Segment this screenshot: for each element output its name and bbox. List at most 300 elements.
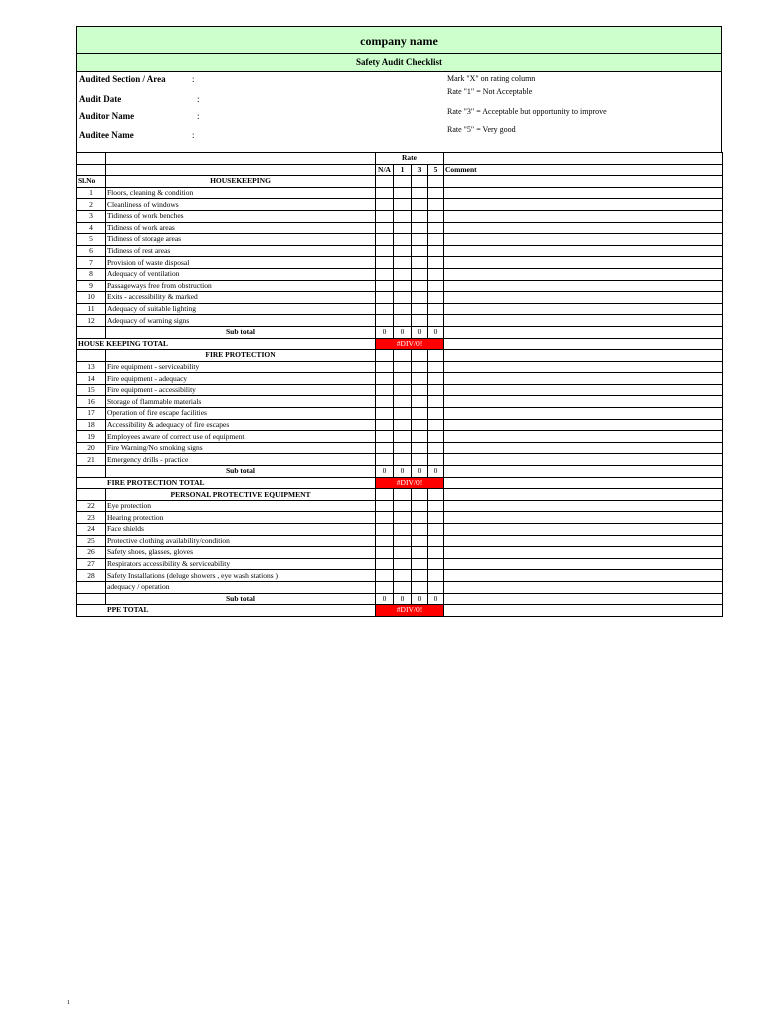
rating-cell[interactable] [428,210,444,222]
item-description: Operation of fire escape facilities [106,408,376,420]
item-description: Storage of flammable materials [106,396,376,408]
section-title: FIRE PROTECTION [106,350,376,362]
rating-cell[interactable] [394,384,412,396]
subtotal-value: 0 [412,326,428,338]
table-row [77,187,723,199]
rating-cell[interactable] [412,535,428,547]
table-row [77,535,723,547]
rating-cell[interactable] [412,512,428,524]
item-description: Hearing protection [106,512,376,524]
rating-cell[interactable] [428,373,444,385]
item-number: 26 [77,547,106,559]
rating-cell[interactable] [412,222,428,234]
table-row [77,292,723,304]
comment-cell[interactable] [444,581,723,593]
table-row [77,199,723,211]
section-total-value: #DIV/0! [376,338,444,350]
item-number: 28 [77,570,106,582]
rating-cell[interactable] [428,431,444,443]
comment-cell[interactable] [444,593,723,605]
item-description: Protective clothing availability/condition [106,535,376,547]
rating-cell[interactable] [428,222,444,234]
rating-cell[interactable] [412,187,428,199]
item-number: 7 [77,257,106,269]
comment-cell[interactable] [444,176,723,188]
rating-cell[interactable] [394,210,412,222]
comment-cell[interactable] [444,234,723,246]
table-row [77,280,723,292]
rating-cell[interactable] [412,454,428,466]
comment-cell[interactable] [444,442,723,454]
rating-cell[interactable] [428,268,444,280]
comment-cell[interactable] [444,384,723,396]
rating-cell[interactable] [394,408,412,420]
audit-info-block [76,72,722,152]
rating-cell[interactable] [428,489,444,501]
rating-cell[interactable] [412,547,428,559]
rating-cell[interactable] [376,245,394,257]
table-row [77,315,723,327]
rating-cell[interactable] [412,257,428,269]
rating-cell[interactable] [412,303,428,315]
rating-cell[interactable] [394,547,412,559]
rating-cell[interactable] [428,176,444,188]
rating-cell[interactable] [412,350,428,362]
rating-cell[interactable] [412,234,428,246]
section-header-row [77,489,723,501]
item-description: Adequacy of warning signs [106,315,376,327]
comment-cell[interactable] [444,512,723,524]
comment-cell[interactable] [444,431,723,443]
rating-cell[interactable] [428,442,444,454]
rating-cell[interactable] [376,187,394,199]
rating-cell[interactable] [412,442,428,454]
table-row [77,210,723,222]
field-audit-date: Audit Date [79,94,122,104]
rating-cell[interactable] [376,257,394,269]
rating-cell[interactable] [428,524,444,536]
item-description: Tidiness of work benches [106,210,376,222]
rating-cell[interactable] [376,234,394,246]
rating-cell[interactable] [394,350,412,362]
rating-cell[interactable] [376,408,394,420]
rating-cell[interactable] [376,558,394,570]
table-row [77,431,723,443]
rating-cell[interactable] [412,489,428,501]
rating-cell[interactable] [376,535,394,547]
legend-rate-5: Rate "5" = Very good [447,125,516,134]
table-row [77,303,723,315]
comment-cell[interactable] [444,292,723,304]
subtotal-value: 0 [394,593,412,605]
rating-cell[interactable] [412,373,428,385]
rating-cell[interactable] [376,222,394,234]
rating-cell[interactable] [376,547,394,559]
rating-cell[interactable] [428,303,444,315]
item-number: 14 [77,373,106,385]
item-number: 6 [77,245,106,257]
item-number: 12 [77,315,106,327]
rating-cell[interactable] [428,234,444,246]
table-row [77,257,723,269]
rating-cell[interactable] [394,489,412,501]
rate-label: Rate [376,153,444,165]
item-description: Fire equipment - adequacy [106,373,376,385]
table-row [77,558,723,570]
item-number: 19 [77,431,106,443]
rating-cell[interactable] [376,268,394,280]
item-description: Adequacy of suitable lighting [106,303,376,315]
comment-cell[interactable] [444,268,723,280]
rating-cell[interactable] [376,524,394,536]
rating-cell[interactable] [376,384,394,396]
item-number: 2 [77,199,106,211]
rating-cell[interactable] [412,500,428,512]
empty-cell [77,326,106,338]
rating-cell[interactable] [428,570,444,582]
rating-cell[interactable] [394,454,412,466]
subtotal-row [77,466,723,478]
comment-cell[interactable] [444,338,723,350]
field-colon: : [197,111,200,121]
item-description: Eye protection [106,500,376,512]
item-number: 5 [77,234,106,246]
rating-cell[interactable] [412,315,428,327]
subtotal-value: 0 [376,326,394,338]
col-comment: Comment [444,164,723,176]
item-description: Adequacy of ventilation [106,268,376,280]
table-row [77,419,723,431]
comment-cell[interactable] [444,396,723,408]
table-row [77,454,723,466]
item-number: 15 [77,384,106,396]
comment-cell[interactable] [444,419,723,431]
rating-cell[interactable] [376,199,394,211]
rating-cell[interactable] [412,558,428,570]
rating-cell[interactable] [394,570,412,582]
item-description: Tidiness of work areas [106,222,376,234]
rating-cell[interactable] [412,176,428,188]
rating-cell[interactable] [376,210,394,222]
rating-cell[interactable] [394,292,412,304]
rating-cell[interactable] [428,581,444,593]
rating-cell[interactable] [376,442,394,454]
comment-cell[interactable] [444,187,723,199]
rating-cell[interactable] [376,570,394,582]
section-title: PERSONAL PROTECTIVE EQUIPMENT [106,489,376,501]
section-total-label: PPE TOTAL [77,605,376,617]
section-header-row [77,350,723,362]
item-number: 18 [77,419,106,431]
legend-rate-1: Rate "1" = Not Acceptable [447,87,533,96]
rate-header-row [77,153,723,165]
subtotal-row [77,593,723,605]
comment-cell[interactable] [444,558,723,570]
item-number: 13 [77,361,106,373]
item-number: 16 [77,396,106,408]
comment-cell[interactable] [444,489,723,501]
item-description: Tidiness of storage areas [106,234,376,246]
item-description: Tidiness of rest areas [106,245,376,257]
rating-cell[interactable] [428,361,444,373]
table-row [77,268,723,280]
rating-cell[interactable] [428,245,444,257]
rating-cell[interactable] [394,558,412,570]
checklist-title: Safety Audit Checklist [355,57,442,67]
subtotal-value: 0 [428,326,444,338]
col-na: N/A [376,164,394,176]
rating-cell[interactable] [412,581,428,593]
column-header-row [77,164,723,176]
rating-cell[interactable] [376,361,394,373]
comment-cell[interactable] [444,257,723,269]
rating-cell[interactable] [412,408,428,420]
item-number: 20 [77,442,106,454]
col-rate-3: 3 [412,164,428,176]
comment-cell[interactable] [444,350,723,362]
comment-cell[interactable] [444,210,723,222]
rating-cell[interactable] [394,257,412,269]
subtotal-value: 0 [376,466,394,478]
header-block [76,26,722,72]
rating-cell[interactable] [376,419,394,431]
section-title: HOUSEKEEPING [106,176,376,188]
rating-cell[interactable] [394,268,412,280]
audit-sheet [76,26,722,617]
rating-cell[interactable] [394,396,412,408]
rating-cell[interactable] [412,292,428,304]
field-audited-section: Audited Section / Area [79,74,166,84]
rating-cell[interactable] [376,454,394,466]
rating-cell[interactable] [412,361,428,373]
company-name: company name [77,27,721,54]
rating-cell[interactable] [428,350,444,362]
legend-rate-3: Rate "3" = Acceptable but opportunity to improve [447,107,607,116]
rating-cell[interactable] [428,408,444,420]
comment-cell[interactable] [444,222,723,234]
table-row [77,373,723,385]
empty-cell [77,593,106,605]
rating-cell[interactable] [376,396,394,408]
rating-cell[interactable] [376,581,394,593]
rating-cell[interactable] [428,454,444,466]
rating-cell[interactable] [428,419,444,431]
rating-cell[interactable] [394,419,412,431]
rating-cell[interactable] [376,292,394,304]
section-total-row [77,338,723,350]
item-description: adequacy / operation [106,581,376,593]
rating-cell[interactable] [412,199,428,211]
comment-cell[interactable] [444,524,723,536]
section-total-row [77,605,723,617]
empty-cell [77,466,106,478]
rating-cell[interactable] [394,234,412,246]
rating-cell[interactable] [428,187,444,199]
rating-cell[interactable] [394,431,412,443]
rating-cell[interactable] [412,570,428,582]
rating-cell[interactable] [412,396,428,408]
rating-cell[interactable] [412,268,428,280]
rating-cell[interactable] [412,280,428,292]
comment-cell[interactable] [444,605,723,617]
item-number: 23 [77,512,106,524]
item-number: 11 [77,303,106,315]
item-number: 24 [77,524,106,536]
item-number: 8 [77,268,106,280]
comment-cell[interactable] [444,477,723,489]
rating-cell[interactable] [376,315,394,327]
comment-cell[interactable] [444,454,723,466]
subtotal-value: 0 [412,593,428,605]
field-auditee-name: Auditee Name [79,130,134,140]
item-description: Respirators accessibility & serviceability [106,558,376,570]
rating-cell[interactable] [394,245,412,257]
table-row [77,581,723,593]
comment-cell[interactable] [444,547,723,559]
item-number: 1 [77,187,106,199]
comment-cell[interactable] [444,570,723,582]
comment-cell[interactable] [444,408,723,420]
rating-cell[interactable] [376,431,394,443]
comment-cell[interactable] [444,361,723,373]
item-description: Employees aware of correct use of equipment [106,431,376,443]
rating-cell[interactable] [428,547,444,559]
rating-cell[interactable] [394,500,412,512]
comment-cell[interactable] [444,245,723,257]
rating-cell[interactable] [394,315,412,327]
rating-cell[interactable] [394,535,412,547]
table-row [77,222,723,234]
subtotal-value: 0 [412,466,428,478]
rating-cell[interactable] [394,524,412,536]
item-number: 9 [77,280,106,292]
section-total-value: #DIV/0! [376,477,444,489]
comment-cell[interactable] [444,373,723,385]
table-row [77,396,723,408]
rating-cell[interactable] [428,280,444,292]
table-row [77,500,723,512]
rating-cell[interactable] [394,303,412,315]
rating-cell[interactable] [428,292,444,304]
rating-cell[interactable] [428,500,444,512]
rating-cell[interactable] [394,512,412,524]
item-number: 17 [77,408,106,420]
rating-cell[interactable] [376,280,394,292]
table-row [77,547,723,559]
item-description: Passageways free from obstruction [106,280,376,292]
comment-cell[interactable] [444,466,723,478]
subtotal-value: 0 [394,466,412,478]
rating-cell[interactable] [428,257,444,269]
rating-cell[interactable] [412,524,428,536]
item-description: Accessibility & adequacy of fire escapes [106,419,376,431]
rating-cell[interactable] [428,512,444,524]
section-total-label: HOUSE KEEPING TOTAL [77,338,376,350]
item-number: 10 [77,292,106,304]
rating-cell[interactable] [412,245,428,257]
rating-cell[interactable] [412,419,428,431]
rating-cell[interactable] [376,373,394,385]
rating-cell[interactable] [394,187,412,199]
rating-cell[interactable] [428,535,444,547]
item-number: 27 [77,558,106,570]
field-auditor-name: Auditor Name [79,111,135,121]
comment-cell[interactable] [444,535,723,547]
comment-cell[interactable] [444,280,723,292]
rating-cell[interactable] [428,396,444,408]
item-description: Fire equipment - serviceability [106,361,376,373]
rating-cell[interactable] [412,431,428,443]
subtotal-value: 0 [376,593,394,605]
comment-cell[interactable] [444,303,723,315]
item-description: Exits - accessibility & marked [106,292,376,304]
rating-cell[interactable] [376,489,394,501]
field-colon: : [192,130,195,140]
rating-cell[interactable] [376,512,394,524]
page-mark: 1 [67,1000,70,1006]
comment-cell[interactable] [444,326,723,338]
rating-cell[interactable] [428,558,444,570]
item-description: Emergency drills - practice [106,454,376,466]
rating-cell[interactable] [376,500,394,512]
rating-cell[interactable] [412,210,428,222]
rating-cell[interactable] [394,222,412,234]
rating-cell[interactable] [428,384,444,396]
col-rate-5: 5 [428,164,444,176]
subtotal-value: 0 [394,326,412,338]
rating-cell[interactable] [428,199,444,211]
rating-cell[interactable] [412,384,428,396]
subtotal-label: Sub total [106,326,376,338]
rating-cell[interactable] [376,350,394,362]
rating-cell[interactable] [394,373,412,385]
rating-cell[interactable] [394,199,412,211]
rating-cell[interactable] [394,176,412,188]
rating-cell[interactable] [428,315,444,327]
item-number: 25 [77,535,106,547]
item-description: Safety shoes, glasses, gloves [106,547,376,559]
empty-cell [77,489,106,501]
rating-cell[interactable] [394,442,412,454]
section-total-row [77,477,723,489]
table-row [77,384,723,396]
item-description: Safety Installations (deluge showers , eye wash stations ) [106,570,376,582]
field-colon: : [192,74,195,84]
subtotal-label: Sub total [106,593,376,605]
rating-cell[interactable] [394,581,412,593]
checklist-body [77,176,723,617]
col-slno: Sl.No [77,176,106,188]
section-total-label: FIRE PROTECTION TOTAL [77,477,376,489]
rating-cell[interactable] [376,176,394,188]
table-row [77,524,723,536]
rating-cell[interactable] [394,361,412,373]
rating-cell[interactable] [394,280,412,292]
comment-cell[interactable] [444,199,723,211]
table-row [77,245,723,257]
col-rate-1: 1 [394,164,412,176]
rating-cell[interactable] [376,303,394,315]
field-colon: : [197,94,200,104]
item-description: Fire Warning/No smoking signs [106,442,376,454]
item-description: Fire equipment - accessibility [106,384,376,396]
item-description: Floors, cleaning & condition [106,187,376,199]
item-description: Provision of waste disposal [106,257,376,269]
item-number [77,581,106,593]
subtotal-label: Sub total [106,466,376,478]
comment-cell[interactable] [444,500,723,512]
comment-cell[interactable] [444,315,723,327]
